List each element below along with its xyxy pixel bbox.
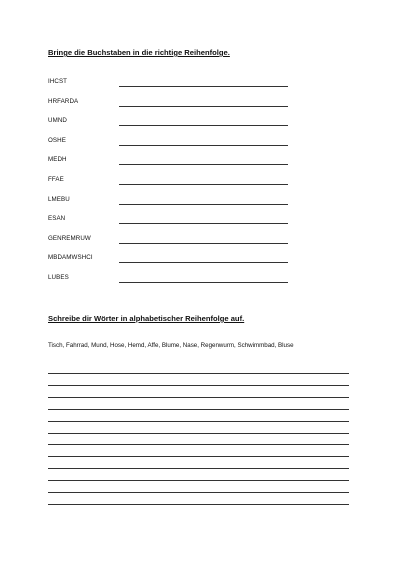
scrambled-word: LMEBU bbox=[48, 195, 70, 203]
scramble-row bbox=[0, 235, 400, 247]
writing-line[interactable] bbox=[48, 373, 349, 374]
scramble-row bbox=[0, 215, 400, 227]
writing-line[interactable] bbox=[48, 492, 349, 493]
scramble-row bbox=[0, 176, 400, 188]
word-list: Tisch, Fahrrad, Mund, Hose, Hemd, Affe, Blume, Nase, Regenwurm, Schwimmbad, Bluse bbox=[48, 342, 294, 349]
scrambled-word: FFAE bbox=[48, 176, 64, 183]
answer-line[interactable] bbox=[119, 262, 288, 263]
answer-line[interactable] bbox=[119, 184, 288, 185]
writing-line[interactable] bbox=[48, 468, 349, 469]
scrambled-word: GENREMRUW bbox=[48, 234, 91, 242]
writing-line[interactable] bbox=[48, 421, 349, 422]
scramble-row bbox=[0, 254, 400, 266]
scrambled-word: OSHE bbox=[48, 136, 66, 144]
scramble-row bbox=[0, 196, 400, 208]
section2-title: Schreibe dir Wörter in alphabetischer Reihenfolge auf. bbox=[48, 314, 245, 323]
scramble-row bbox=[0, 98, 400, 110]
scrambled-word: UMND bbox=[48, 117, 67, 125]
writing-line[interactable] bbox=[48, 456, 349, 457]
scrambled-word: HRFARDA bbox=[48, 97, 79, 105]
scrambled-word: MBDAMWSHCI bbox=[48, 254, 93, 262]
writing-line[interactable] bbox=[48, 385, 349, 386]
writing-line[interactable] bbox=[48, 480, 349, 481]
scramble-row bbox=[0, 78, 400, 90]
scramble-row bbox=[0, 137, 400, 149]
answer-line[interactable] bbox=[119, 86, 288, 87]
answer-line[interactable] bbox=[119, 223, 288, 224]
scrambled-word: IHCST bbox=[48, 78, 68, 85]
answer-line[interactable] bbox=[119, 204, 288, 205]
answer-line[interactable] bbox=[119, 282, 288, 283]
answer-line[interactable] bbox=[119, 243, 288, 244]
scrambled-word: ESAN bbox=[48, 215, 66, 223]
writing-line[interactable] bbox=[48, 444, 349, 445]
scrambled-word: LUBES bbox=[48, 274, 69, 281]
scrambled-word: MEDH bbox=[48, 156, 67, 164]
scramble-row bbox=[0, 274, 400, 286]
scramble-row bbox=[0, 156, 400, 168]
writing-line[interactable] bbox=[48, 433, 349, 434]
answer-line[interactable] bbox=[119, 125, 288, 126]
writing-line[interactable] bbox=[48, 397, 349, 398]
answer-line[interactable] bbox=[119, 164, 288, 165]
scramble-row bbox=[0, 117, 400, 129]
answer-line[interactable] bbox=[119, 106, 288, 107]
answer-line[interactable] bbox=[119, 145, 288, 146]
section1-title: Bringe die Buchstaben in die richtige Reihenfolge. bbox=[48, 48, 230, 57]
writing-line[interactable] bbox=[48, 409, 349, 410]
writing-line[interactable] bbox=[48, 504, 349, 505]
